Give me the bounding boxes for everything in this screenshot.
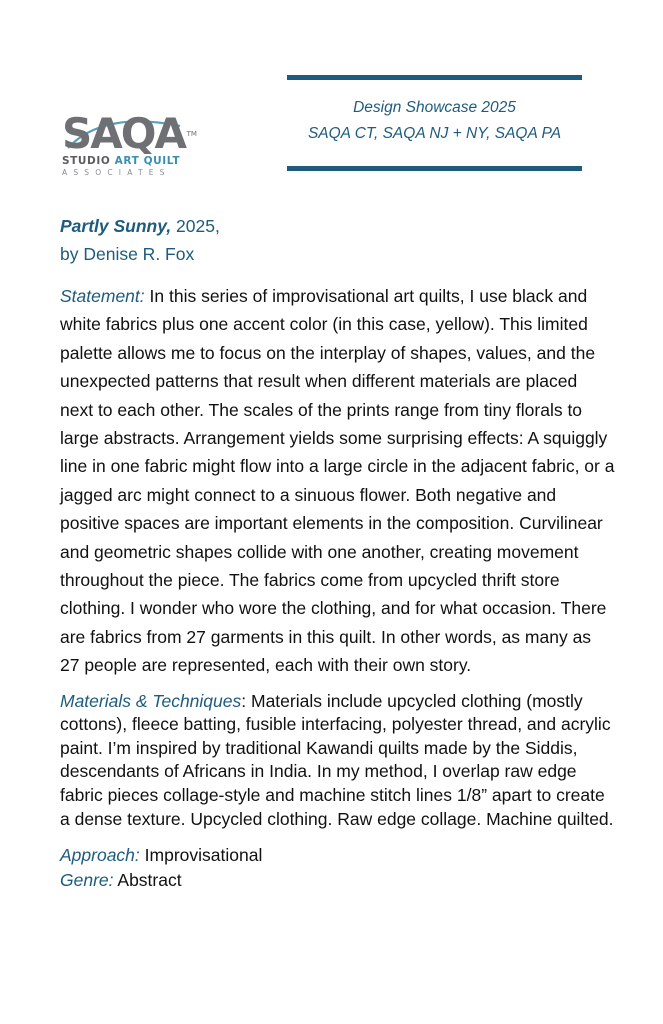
materials-paragraph bbox=[60, 690, 615, 832]
artwork-title: Partly Sunny, bbox=[60, 216, 172, 236]
approach-line bbox=[60, 843, 615, 868]
statement-text: In this series of improvisational art quilts, I use black and white fabrics plus one accent color (in this case, yellow). This limited palette allows me to focus on the interplay of shapes, values, and the unexpected patterns that result when different materials are placed next to each other. The scales of the prints range from tiny florals to large abstracts. Arrangement yields some surprising effects: A squiggly line in one fabric might flow into a large circle in the adjacent fabric, or a jagged arc might connect to a sinuous flower. Both negative and positive spaces are important elements in the composition. Curvilinear and geometric shapes collide with one another, creating movement throughout the piece. The fabrics come from upcycled thrift store clothing. I wonder who wore the clothing, and for what occasion. There are fabrics from 27 garments in this quilt. In other words, as many as 27 people are represented, each with their own story. bbox=[60, 286, 615, 676]
header-showcase: Design Showcase 2025 bbox=[353, 99, 516, 116]
artwork-byline: by Denise R. Fox bbox=[60, 244, 195, 264]
materials-text: : Materials include upcycled clothing (mostly cottons), fleece batting, fusible interfacing, polyester thread, and acrylic paint. I’m inspired by traditional Kawandi quilts made by the Siddis, descendants of Africans in India. In my method, I overlap raw edge fabric pieces collage-style and machine stitch lines 1/8” apart to create a dense texture. Upcycled clothing. Raw edge collage. Machine quilted. bbox=[60, 690, 614, 829]
artwork-title-line bbox=[60, 212, 615, 240]
trademark-symbol: TM bbox=[186, 130, 197, 138]
logo-line2: ASSOCIATES bbox=[62, 168, 171, 177]
header bbox=[287, 95, 582, 147]
header-rule-top bbox=[287, 75, 582, 80]
saqa-logo bbox=[62, 109, 197, 178]
header-regions: SAQA CT, SAQA NJ + NY, SAQA PA bbox=[307, 125, 562, 142]
statement-label: Statement: bbox=[60, 286, 145, 306]
artwork-year: 2025, bbox=[171, 216, 220, 236]
logo-mark bbox=[62, 109, 197, 158]
genre-value: Abstract bbox=[113, 869, 182, 890]
approach-label: Approach: bbox=[60, 845, 140, 866]
logo-mark-text: SAQA bbox=[62, 109, 185, 158]
genre-label: Genre: bbox=[60, 869, 114, 890]
logo-line1-pre: STUDIO bbox=[62, 155, 115, 167]
logo-line1-accent: ART QUILT bbox=[114, 155, 181, 167]
materials-label: Materials & Techniques bbox=[60, 690, 242, 711]
approach-value: Improvisational bbox=[139, 845, 263, 866]
genre-line bbox=[60, 868, 615, 893]
statement-paragraph bbox=[60, 282, 615, 680]
header-rule-bottom bbox=[287, 166, 582, 171]
artwork-description bbox=[60, 212, 615, 892]
